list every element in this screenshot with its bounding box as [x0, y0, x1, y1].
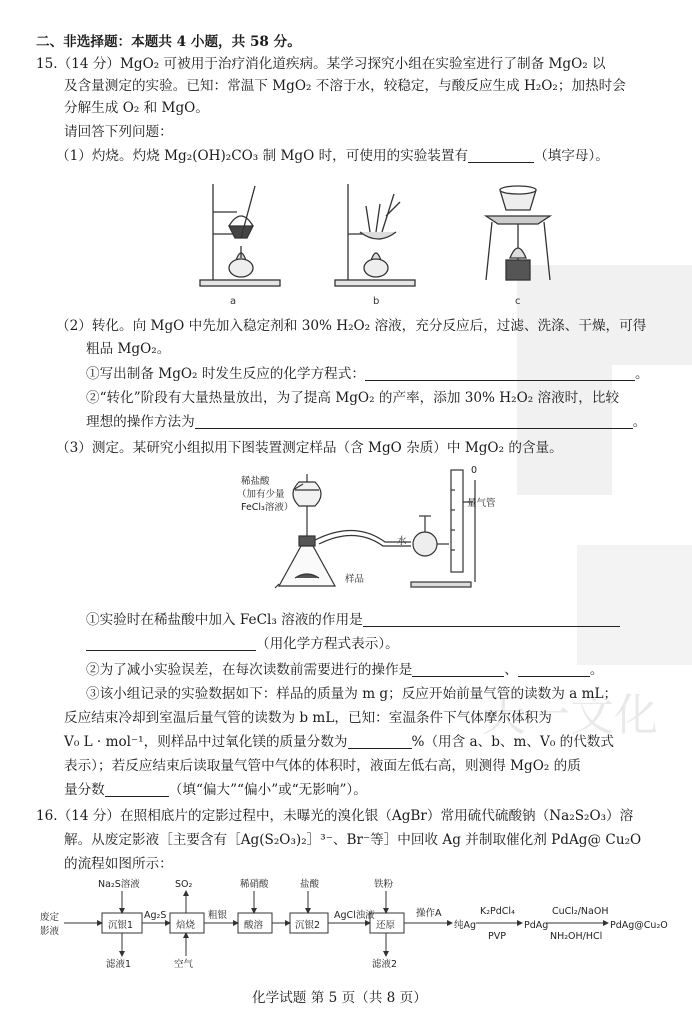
flow-hcl: 盐酸 — [300, 879, 320, 890]
q15-part3-c2: 反应结束冷却到室温后量气管的读数为 b mL，已知：室温条件下气体摩尔体积为 — [64, 710, 552, 726]
q15-part2-line1: （2）转化。向 MgO 中先加入稳定剂和 30% H₂O₂ 溶液，充分反应后，过滤、洗涤、干燥，可得 — [56, 318, 647, 334]
q15-part2-line2: 粗品 MgO₂。 — [86, 341, 171, 357]
flow-so2: SO₂ — [175, 879, 193, 890]
q16-intro-1: 16.（14 分）在照相底片的定影过程中，未曝光的溴化银（AgBr）常用硫代硫酸钠（Na₂S₂O₃）溶 — [36, 808, 634, 824]
q15-part2-b1: ②“转化”阶段有大量热量放出，为了提高 MgO₂ 的产率，添加 30% H₂O₂ 溶液时，比较 — [86, 390, 620, 406]
q16-intro-2: 解。从废定影液［主要含有［Ag(S₂O₃)₂］³⁻、Br⁻等］中回收 Ag 并制取催化剂 PdAg@ Cu₂O — [64, 832, 642, 848]
label-b: b — [373, 296, 380, 307]
flow-hno3: 稀硝酸 — [240, 879, 269, 890]
q15-intro-1: 15.（14 分）MgO₂ 可被用于治疗消化道疾病。某学习探究小组在实验室进行了制备 MgO₂ 以 — [36, 56, 606, 72]
flow-filtrate1: 滤液1 — [106, 959, 132, 970]
flow-product: PdAg@Cu₂O — [610, 920, 668, 931]
flow-na2s: Na₂S溶液 — [98, 879, 140, 890]
answer-blank[interactable] — [195, 414, 633, 429]
flow-cucl2: CuCl₂/NaOH — [552, 906, 609, 917]
answer-blank[interactable] — [86, 636, 256, 651]
gas-tube-label: 量气管 — [467, 498, 496, 509]
q15-part3-a1: ①实验时在稀盐酸中加入 FeCl₃ 溶液的作用是 — [86, 610, 620, 630]
flow-iron: 铁粉 — [374, 879, 394, 890]
q15-intro-3: 分解生成 O₂ 和 MgO。 — [64, 100, 209, 116]
flow-pdag: PdAg — [524, 920, 549, 931]
flow-roast: 焙烧 — [176, 920, 196, 931]
flow-agcl: AgCl浊液 — [334, 910, 375, 921]
answer-blank[interactable] — [412, 662, 504, 677]
svg-text:天一文化: 天一文化 — [482, 690, 658, 741]
q15-part2-b2: 理想的操作方法为 。 — [86, 414, 647, 430]
q15-prompt: 请回答下列问题： — [64, 124, 173, 140]
section-title: 二、非选择题：本题共 4 小题，共 58 分。 — [36, 34, 301, 50]
q15-part1: （1）灼烧。灼烧 Mg₂(OH)₂CO₃ 制 MgO 时，可使用的实验装置有 （填字母）。 — [56, 148, 609, 164]
water-label: 水 — [397, 536, 407, 547]
flow-diagram — [40, 876, 675, 971]
flow-op-a: 操作A — [416, 908, 442, 919]
q15-part3-b: ②为了减小实验误差，在每次读数前需要进行的操作是 、 。 — [86, 662, 604, 678]
answer-blank[interactable] — [363, 612, 620, 627]
apparatus-a — [200, 184, 280, 286]
gas-apparatus — [235, 460, 515, 595]
acid-label-1: 稀盐酸 — [241, 476, 270, 487]
flow-precip1: 沉银1 — [108, 920, 134, 931]
flow-filtrate2: 滤液2 — [372, 959, 398, 970]
flow-ag2s: Ag₂S — [144, 910, 167, 921]
q15-part3-c1: ③该小组记录的实验数据如下：样品的质量为 m g；反应开始前量气管的读数为 a mL； — [86, 686, 618, 702]
answer-blank[interactable] — [468, 148, 534, 163]
flow-waste-2: 影液 — [40, 926, 60, 937]
flow-pure-ag: 纯Ag — [454, 920, 477, 931]
q15-part3-c5: 量分数 （填“偏大”“偏小”或“无影响”）。 — [64, 782, 367, 798]
acid-label-2: （加有少量 — [237, 489, 285, 500]
acid-label-3: FeCl₃溶液） — [241, 502, 294, 513]
apparatus-abc — [195, 176, 565, 308]
apparatus-b — [335, 184, 415, 286]
flow-dissolve: 酸溶 — [244, 920, 264, 931]
answer-blank[interactable] — [348, 734, 412, 749]
q15-part3-a2: （用化学方程式表示）。 — [86, 634, 399, 654]
flow-crude-ag: 粗银 — [208, 910, 228, 921]
flow-nh2oh: NH₂OH/HCl — [550, 931, 603, 942]
zero-mark: 0 — [471, 465, 478, 476]
answer-blank[interactable] — [105, 782, 169, 797]
label-a: a — [230, 296, 237, 307]
label-c: c — [515, 296, 521, 307]
flow-k2pdcl4: K₂PdCl₄ — [480, 906, 515, 917]
sample-label: 样品 — [345, 574, 365, 585]
apparatus-c — [486, 186, 550, 280]
flow-pvp: PVP — [488, 931, 506, 942]
page-footer: 化学试题 第 5 页（共 8 页） — [252, 990, 427, 1006]
flow-reduce: 还原 — [376, 920, 396, 931]
answer-blank[interactable] — [518, 662, 590, 677]
flow-air: 空气 — [174, 959, 194, 970]
answer-blank[interactable] — [365, 366, 635, 381]
q16-intro-3: 的流程如图所示： — [64, 856, 173, 872]
q15-intro-2: 及含量测定的实验。已知：常温下 MgO₂ 不溶于水，较稳定，与酸反应生成 H₂O₂；加热时会 — [64, 78, 626, 94]
q15-part3-c3: V₀ L · mol⁻¹，则样品中过氧化镁的质量分数为 %（用含 a、b、m、V₀ 的代数式 — [64, 734, 614, 750]
q15-part2-a: ①写出制备 MgO₂ 时发生反应的化学方程式： 。 — [86, 366, 649, 382]
flow-precip2: 沉银2 — [295, 920, 321, 931]
q15-part3: （3）测定。某研究小组拟用下图装置测定样品（含 MgO 杂质）中 MgO₂ 的含量。 — [56, 440, 563, 456]
q15-part3-c4: 表示）；若反应结束后读取量气管中气体的体积时，液面左低右高，则测得 MgO₂ 的质 — [64, 758, 581, 774]
flow-waste-1: 废定 — [40, 912, 60, 923]
